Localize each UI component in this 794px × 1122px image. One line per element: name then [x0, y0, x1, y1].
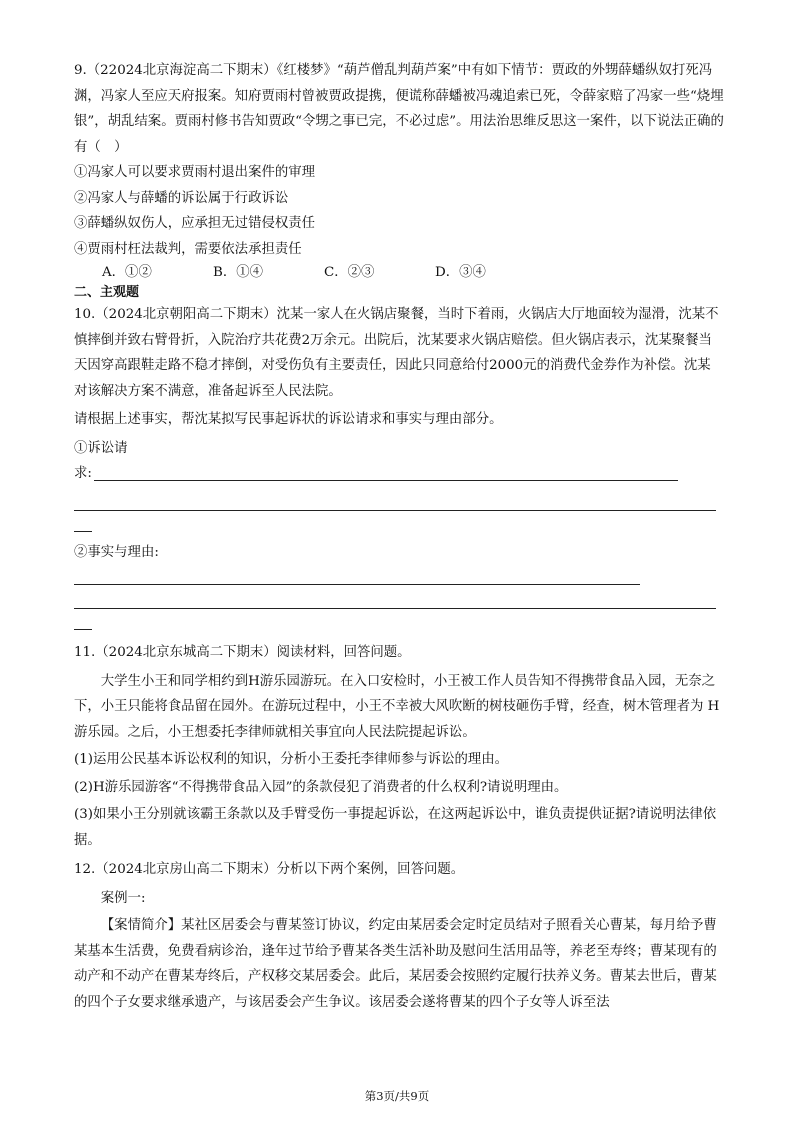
question-11-sub-2: (2)H游乐园游客“不得携带食品入园”的条款侵犯了消费者的什么权利?请说明理由。: [74, 779, 568, 795]
choice-c: C．②③: [324, 265, 375, 280]
blank-line: [74, 510, 716, 511]
blank-line-short: [74, 531, 92, 532]
question-9-statement-2: ②冯家人与薛蟠的诉讼属于行政诉讼: [74, 190, 289, 206]
question-10: [74, 302, 724, 636]
question-12: [74, 857, 724, 1015]
claim-answer-line-2: [74, 487, 724, 513]
question-11-material: 大学生小王和同学相约到H游乐园游玩。在入口安检时，小王被工作人员告知不得携带食品入园，无奈之下，小王只能将食品留在园外。在游玩过程中，小王不幸被大风吹断的树枝砸伤手臂，经查，树木管理者为 H游乐园。之后，小王想委托李律师就相关事宜向人民法院提起诉讼。: [74, 673, 720, 740]
blank-line: [74, 608, 716, 609]
choice-d: D．③④: [435, 265, 486, 280]
reason-label: ②事实与理由:: [74, 544, 159, 560]
case-1-label: 案例一:: [100, 890, 146, 906]
reason-answer-line-1: [74, 565, 724, 591]
reason-answer-line-2: [74, 591, 724, 617]
claim-label-line1: ①诉讼请: [74, 440, 128, 456]
page-content: [74, 58, 724, 1015]
question-11-sub-3: (3)如果小王分别就该霸王条款以及手臂受伤一事提起诉讼，在这两起诉讼中，谁负责提供证据?请说明法律依据。: [74, 807, 717, 848]
question-9-choices: [74, 262, 724, 284]
blank-line-short: [74, 629, 92, 630]
blank-line: [94, 480, 678, 481]
choice-a: A．①②: [102, 265, 152, 280]
section-title: 二、主观题: [74, 285, 140, 300]
question-9-statement-1: ①冯家人可以要求贾雨村退出案件的审理: [74, 165, 316, 180]
question-11: [74, 640, 724, 853]
question-9-stem: 9.（22024北京海淀高二下期末）《红楼梦》“葫芦僧乱判葫芦案”中有如下情节：贾政的外甥薛蟠纵奴打死冯渊，冯家人至应天府报案。知府贾雨村曾被贾政提携，便谎称薛蟠被冯魂追索已死，令薛家赔了冯家一些“烧埋银”，胡乱结案。贾雨村修书告知贾政“令甥之事已完，不必过虑”。用法治思维反思这一案件，以下说法正确的有（ ）: [74, 63, 724, 155]
page-footer: 第3页/共9页: [364, 1089, 430, 1103]
claim-answer-line-3: [74, 512, 724, 538]
blank-line: [74, 584, 640, 585]
question-9: [74, 58, 724, 284]
case-1-text: 【案情简介】某社区居委会与曹某签订协议，约定由某居委会定时定员结对子照看关心曹某，每月给予曹某基本生活费，免费看病诊治，逢年过节给予曹某各类生活补助及慰问生活用品等，养老至寿终；曹某现有的动产和不动产在曹某寿终后，产权移交某居委会。此后，某居委会按照约定履行扶养义务。曹某去世后，曹某的四个子女要求继承遗产，与该居委会产生争议。该居委会遂将曹某的四个子女等人诉至法: [74, 918, 717, 1010]
question-10-stem: 10.（2024北京朝阳高二下期末）沈某一家人在火锅店聚餐，当时下着雨，火锅店大厅地面较为湿滑，沈某不慎摔倒并致右臂骨折，入院治疗共花费2万余元。出院后，沈某要求火锅店赔偿。但火锅店表示，沈某聚餐当天因穿高跟鞋走路不稳才摔倒，对受伤负有主要责任，因此只同意给付2000元的消费代金券作为补偿。沈某对该解决方案不满意，准备起诉至人民法院。: [74, 307, 719, 399]
claim-label-line2: 求:: [74, 466, 92, 481]
question-11-sub-1: (1)运用公民基本诉讼权利的知识，分析小王委托李律师参与诉讼的理由。: [74, 752, 509, 767]
claim-answer-line-1: [74, 461, 724, 487]
question-10-instruction: 请根据上述事实，帮沈某拟写民事起诉状的诉讼请求和事实与理由部分。: [74, 412, 503, 427]
choice-b: B．①④: [213, 265, 264, 280]
question-11-stem: 11.（2024北京东城高二下期末）阅读材料，回答问题。: [74, 645, 411, 660]
question-9-statement-3: ③薛蟠纵奴伤人，应承担无过错侵权责任: [74, 216, 316, 231]
question-9-statement-4: ④贾雨村枉法裁判，需要依法承担责任: [74, 241, 302, 257]
reason-answer-line-3: [74, 616, 724, 636]
question-12-stem: 12.（2024北京房山高二下期末）分析以下两个案例，回答问题。: [74, 862, 465, 877]
